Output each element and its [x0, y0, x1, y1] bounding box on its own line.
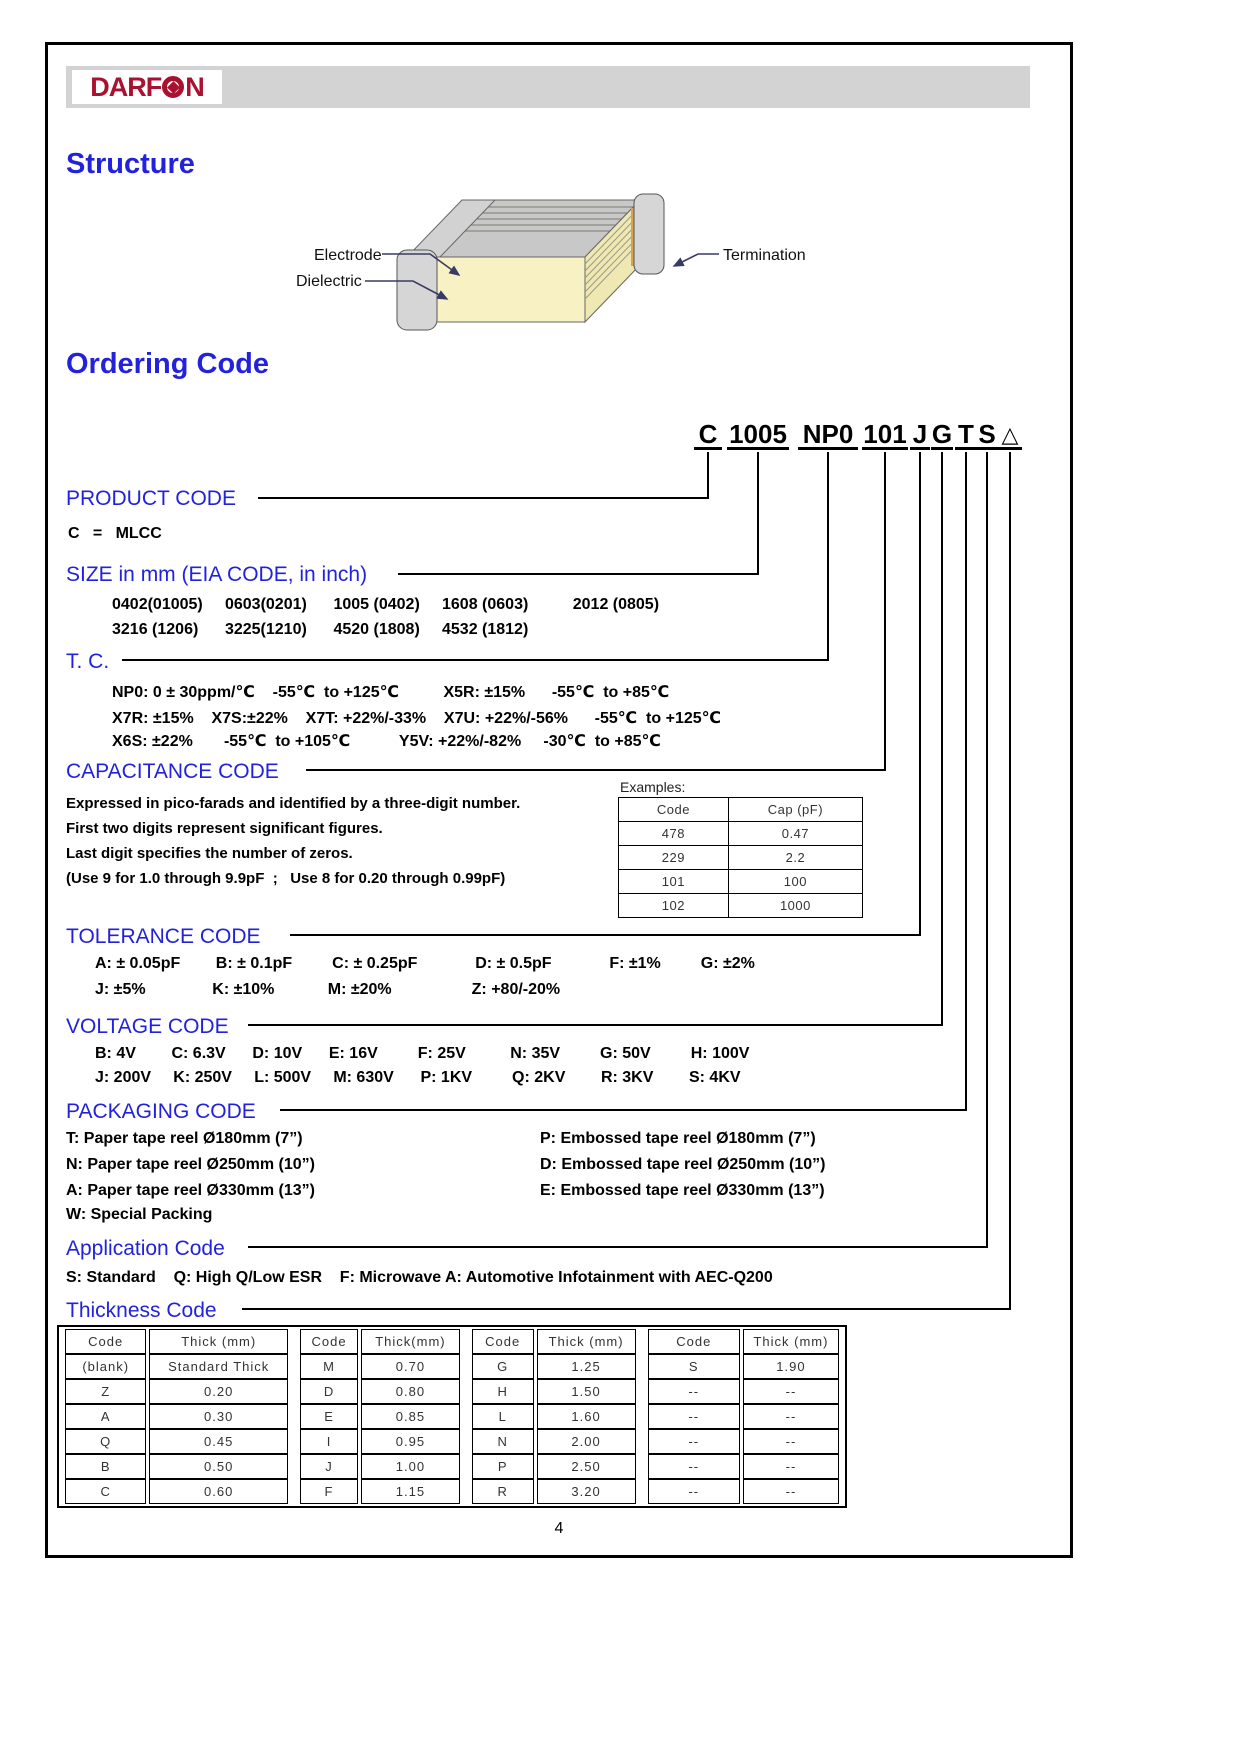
connector-thickness [1009, 452, 1011, 1310]
th-cell: 0.20 [149, 1379, 288, 1404]
tolerance-row-2: J: ±5% K: ±10% M: ±20% Z: +80/-20% [95, 981, 561, 998]
th-cell: Standard Thick [149, 1354, 288, 1379]
table-row [648, 1379, 839, 1404]
th-cell: R [472, 1479, 534, 1504]
product-code-line: C = MLCC [68, 525, 162, 542]
packaging-right-2: D: Embossed tape reel Ø250mm (10”) [540, 1156, 826, 1173]
header-banner [66, 66, 1030, 108]
th-cell: P [472, 1454, 534, 1479]
th-cell: -- [648, 1404, 740, 1429]
voltage-title: VOLTAGE CODE [66, 1015, 229, 1038]
table-row [648, 1479, 839, 1504]
ordering-code-title: Ordering Code [66, 348, 270, 380]
size-row-1: 0402(01005) 0603(0201) 1005 (0402) 1608 (0603) 2012 (0805) [112, 596, 660, 613]
capacitance-examples-table [618, 797, 863, 918]
th-cell: L [472, 1404, 534, 1429]
th-cell: 0.50 [149, 1454, 288, 1479]
voltage-row-2: J: 200V K: 250V L: 500V M: 630V P: 1KV Q: 2KV R: 3KV S: 4KV [95, 1069, 741, 1086]
examples-cell: 0.47 [728, 822, 862, 846]
th-cell: Q [65, 1429, 146, 1454]
leader-application [248, 1246, 988, 1248]
table-row [472, 1404, 636, 1429]
table-row [619, 846, 863, 870]
table-row [300, 1404, 460, 1429]
code-segment-tolerance: J [910, 420, 930, 450]
packaging-right-1: P: Embossed tape reel Ø180mm (7”) [540, 1130, 816, 1147]
leader-product [258, 497, 709, 499]
table-row [65, 1404, 288, 1429]
th-cell: -- [743, 1429, 839, 1454]
th-cell: G [472, 1354, 534, 1379]
table-row [65, 1379, 288, 1404]
th-cell: M [300, 1354, 358, 1379]
th-cell: Z [65, 1379, 146, 1404]
page-number: 4 [554, 1520, 564, 1537]
capacitance-line-2: First two digits represent significant figures. [66, 820, 383, 837]
th-cell: 2.50 [537, 1454, 636, 1479]
code-segment-tc: NP0 [798, 420, 858, 450]
leader-thickness [242, 1308, 1011, 1310]
th-cell: 1.90 [743, 1354, 839, 1379]
leader-packaging [280, 1109, 967, 1111]
product-code-title: PRODUCT CODE [66, 487, 236, 510]
th-cell: S [648, 1354, 740, 1379]
packaging-left-1: T: Paper tape reel Ø180mm (7”) [66, 1130, 303, 1147]
th-header: Code [648, 1329, 740, 1354]
table-row [619, 822, 863, 846]
th-cell: 2.00 [537, 1429, 636, 1454]
table-row [472, 1354, 636, 1379]
table-row [619, 798, 863, 822]
th-cell: A [65, 1404, 146, 1429]
tc-row-3: X6S: ±22% -55℃ to +105℃ Y5V: +22%/-82% -30℃ to +85℃ [112, 733, 661, 750]
code-segment-voltage: G [931, 419, 953, 449]
tc-row-1: NP0: 0 ± 30ppm/℃ -55℃ to +125℃ X5R: ±15% -55℃ to +85℃ [112, 684, 670, 701]
th-cell: -- [648, 1379, 740, 1404]
table-row [619, 870, 863, 894]
code-segment-packaging: T [955, 420, 977, 450]
examples-cell: 100 [728, 870, 862, 894]
darfon-logo-text [90, 72, 204, 103]
code-segment-application: S [976, 420, 998, 450]
examples-cell: 102 [619, 894, 729, 918]
table-row [300, 1454, 460, 1479]
thickness-group-2 [297, 1329, 463, 1504]
th-cell: -- [648, 1479, 740, 1504]
capacitance-line-3: Last digit specifies the number of zeros. [66, 845, 353, 862]
table-row [648, 1354, 839, 1379]
tc-title: T. C. [66, 650, 110, 673]
tc-row-2: X7R: ±15% X7S:±22% X7T: +22%/-33% X7U: +22%/-56% -55℃ to +125℃ [112, 710, 722, 727]
th-cell: 1.15 [361, 1479, 460, 1504]
th-cell: H [472, 1379, 534, 1404]
table-row [300, 1329, 460, 1354]
darfon-o-icon [162, 76, 184, 98]
thickness-title: Thickness Code [66, 1299, 217, 1322]
tolerance-title: TOLERANCE CODE [66, 925, 261, 948]
th-cell: F [300, 1479, 358, 1504]
th-cell: 0.95 [361, 1429, 460, 1454]
leader-voltage [248, 1024, 943, 1026]
leader-tc [122, 659, 829, 661]
table-row [300, 1354, 460, 1379]
th-cell: 1.25 [537, 1354, 636, 1379]
electrode-label: Electrode [314, 247, 382, 264]
code-segment-thickness triangle-symbol: △ [998, 420, 1022, 450]
code-segment-capacitance: 101 [863, 419, 907, 449]
th-cell: 1.00 [361, 1454, 460, 1479]
examples-col-code: Code [619, 798, 729, 822]
right-termination-cap [634, 194, 664, 274]
table-row [472, 1379, 636, 1404]
packaging-right-3: E: Embossed tape reel Ø330mm (13”) [540, 1182, 825, 1199]
size-title: SIZE in mm (EIA CODE, in inch) [66, 563, 368, 586]
th-cell: 0.85 [361, 1404, 460, 1429]
examples-cell: 229 [619, 846, 729, 870]
code-segment-size: 1005 [727, 420, 789, 450]
th-cell: B [65, 1454, 146, 1479]
leader-size [398, 573, 759, 575]
th-cell: -- [648, 1454, 740, 1479]
th-header: Code [65, 1329, 146, 1354]
examples-cell: 478 [619, 822, 729, 846]
packaging-left-4: W: Special Packing [66, 1206, 213, 1223]
voltage-row-1: B: 4V C: 6.3V D: 10V E: 16V F: 25V N: 35V G: 50V H: 100V [95, 1045, 750, 1062]
termination-label: Termination [723, 247, 806, 264]
examples-col-cap: Cap (pF) [728, 798, 862, 822]
th-cell: D [300, 1379, 358, 1404]
th-cell: N [472, 1429, 534, 1454]
table-row [472, 1454, 636, 1479]
leader-tolerance [290, 934, 921, 936]
connector-tc [827, 452, 829, 661]
table-row [65, 1354, 288, 1379]
table-row [472, 1429, 636, 1454]
leader-capacitance [306, 769, 886, 771]
capacitance-line-1: Expressed in pico-farads and identified by a three-digit number. [66, 795, 521, 812]
table-row [648, 1404, 839, 1429]
examples-cell: 1000 [728, 894, 862, 918]
th-cell: -- [648, 1429, 740, 1454]
size-row-2: 3216 (1206) 3225(1210) 4520 (1808) 4532 (1812) [112, 621, 529, 638]
th-cell: -- [743, 1454, 839, 1479]
table-row [472, 1329, 636, 1354]
mlcc-structure-image [395, 182, 715, 337]
tolerance-row-1: A: ± 0.05pF B: ± 0.1pF C: ± 0.25pF D: ± 0.5pF F: ±1% G: ±2% [95, 955, 755, 972]
th-cell: 3.20 [537, 1479, 636, 1504]
th-cell: -- [743, 1404, 839, 1429]
examples-cell: 2.2 [728, 846, 862, 870]
th-cell: 0.80 [361, 1379, 460, 1404]
logo-text-pre: DARF [90, 71, 162, 102]
examples-label: Examples: [620, 779, 686, 795]
darfon-logo [72, 70, 222, 104]
th-cell: -- [743, 1379, 839, 1404]
thickness-group-1 [62, 1329, 291, 1504]
examples-cell: 101 [619, 870, 729, 894]
left-termination-cap [397, 250, 437, 330]
packaging-left-2: N: Paper tape reel Ø250mm (10”) [66, 1156, 315, 1173]
table-row [65, 1429, 288, 1454]
code-segment-product: C [694, 420, 722, 450]
th-header: Code [472, 1329, 534, 1354]
table-row [65, 1479, 288, 1504]
th-header: Code [300, 1329, 358, 1354]
connector-product [707, 452, 709, 499]
th-cell: (blank) [65, 1354, 146, 1379]
th-cell: 0.70 [361, 1354, 460, 1379]
table-row [619, 894, 863, 918]
th-header: Thick(mm) [361, 1329, 460, 1354]
table-row [472, 1479, 636, 1504]
table-row [648, 1454, 839, 1479]
table-row [648, 1329, 839, 1354]
th-cell: 1.60 [537, 1404, 636, 1429]
th-cell: I [300, 1429, 358, 1454]
th-header: Thick (mm) [149, 1329, 288, 1354]
connector-size [757, 452, 759, 575]
th-cell: -- [743, 1479, 839, 1504]
connector-capacitance [884, 452, 886, 771]
logo-text-post: N [185, 71, 204, 102]
thickness-table [57, 1325, 847, 1508]
connector-application [986, 452, 988, 1248]
application-title: Application Code [66, 1237, 225, 1260]
thickness-group-3 [469, 1329, 639, 1504]
table-row [648, 1429, 839, 1454]
th-cell: 1.50 [537, 1379, 636, 1404]
packaging-left-3: A: Paper tape reel Ø330mm (13”) [66, 1182, 315, 1199]
capacitance-line-4: (Use 9 for 1.0 through 9.9pF ; Use 8 for 0.20 through 0.99pF) [66, 870, 506, 887]
packaging-title: PACKAGING CODE [66, 1100, 256, 1123]
thickness-group-4 [645, 1329, 842, 1504]
dielectric-label: Dielectric [296, 273, 362, 290]
th-cell: J [300, 1454, 358, 1479]
th-cell: 0.45 [149, 1429, 288, 1454]
structure-title: Structure [66, 148, 195, 180]
connector-tolerance [919, 452, 921, 936]
th-header: Thick (mm) [537, 1329, 636, 1354]
table-row [65, 1329, 288, 1354]
th-cell: 0.60 [149, 1479, 288, 1504]
th-cell: 0.30 [149, 1404, 288, 1429]
table-row [300, 1429, 460, 1454]
application-line: S: Standard Q: High Q/Low ESR F: Microwave A: Automotive Infotainment with AEC-Q200 [66, 1269, 773, 1286]
th-header: Thick (mm) [743, 1329, 839, 1354]
th-cell: C [65, 1479, 146, 1504]
table-row [65, 1454, 288, 1479]
table-row [300, 1479, 460, 1504]
th-cell: E [300, 1404, 358, 1429]
table-row [300, 1379, 460, 1404]
connector-packaging [965, 452, 967, 1111]
diamond-icon [167, 81, 180, 94]
capacitance-title: CAPACITANCE CODE [66, 760, 279, 783]
connector-voltage [941, 452, 943, 1026]
